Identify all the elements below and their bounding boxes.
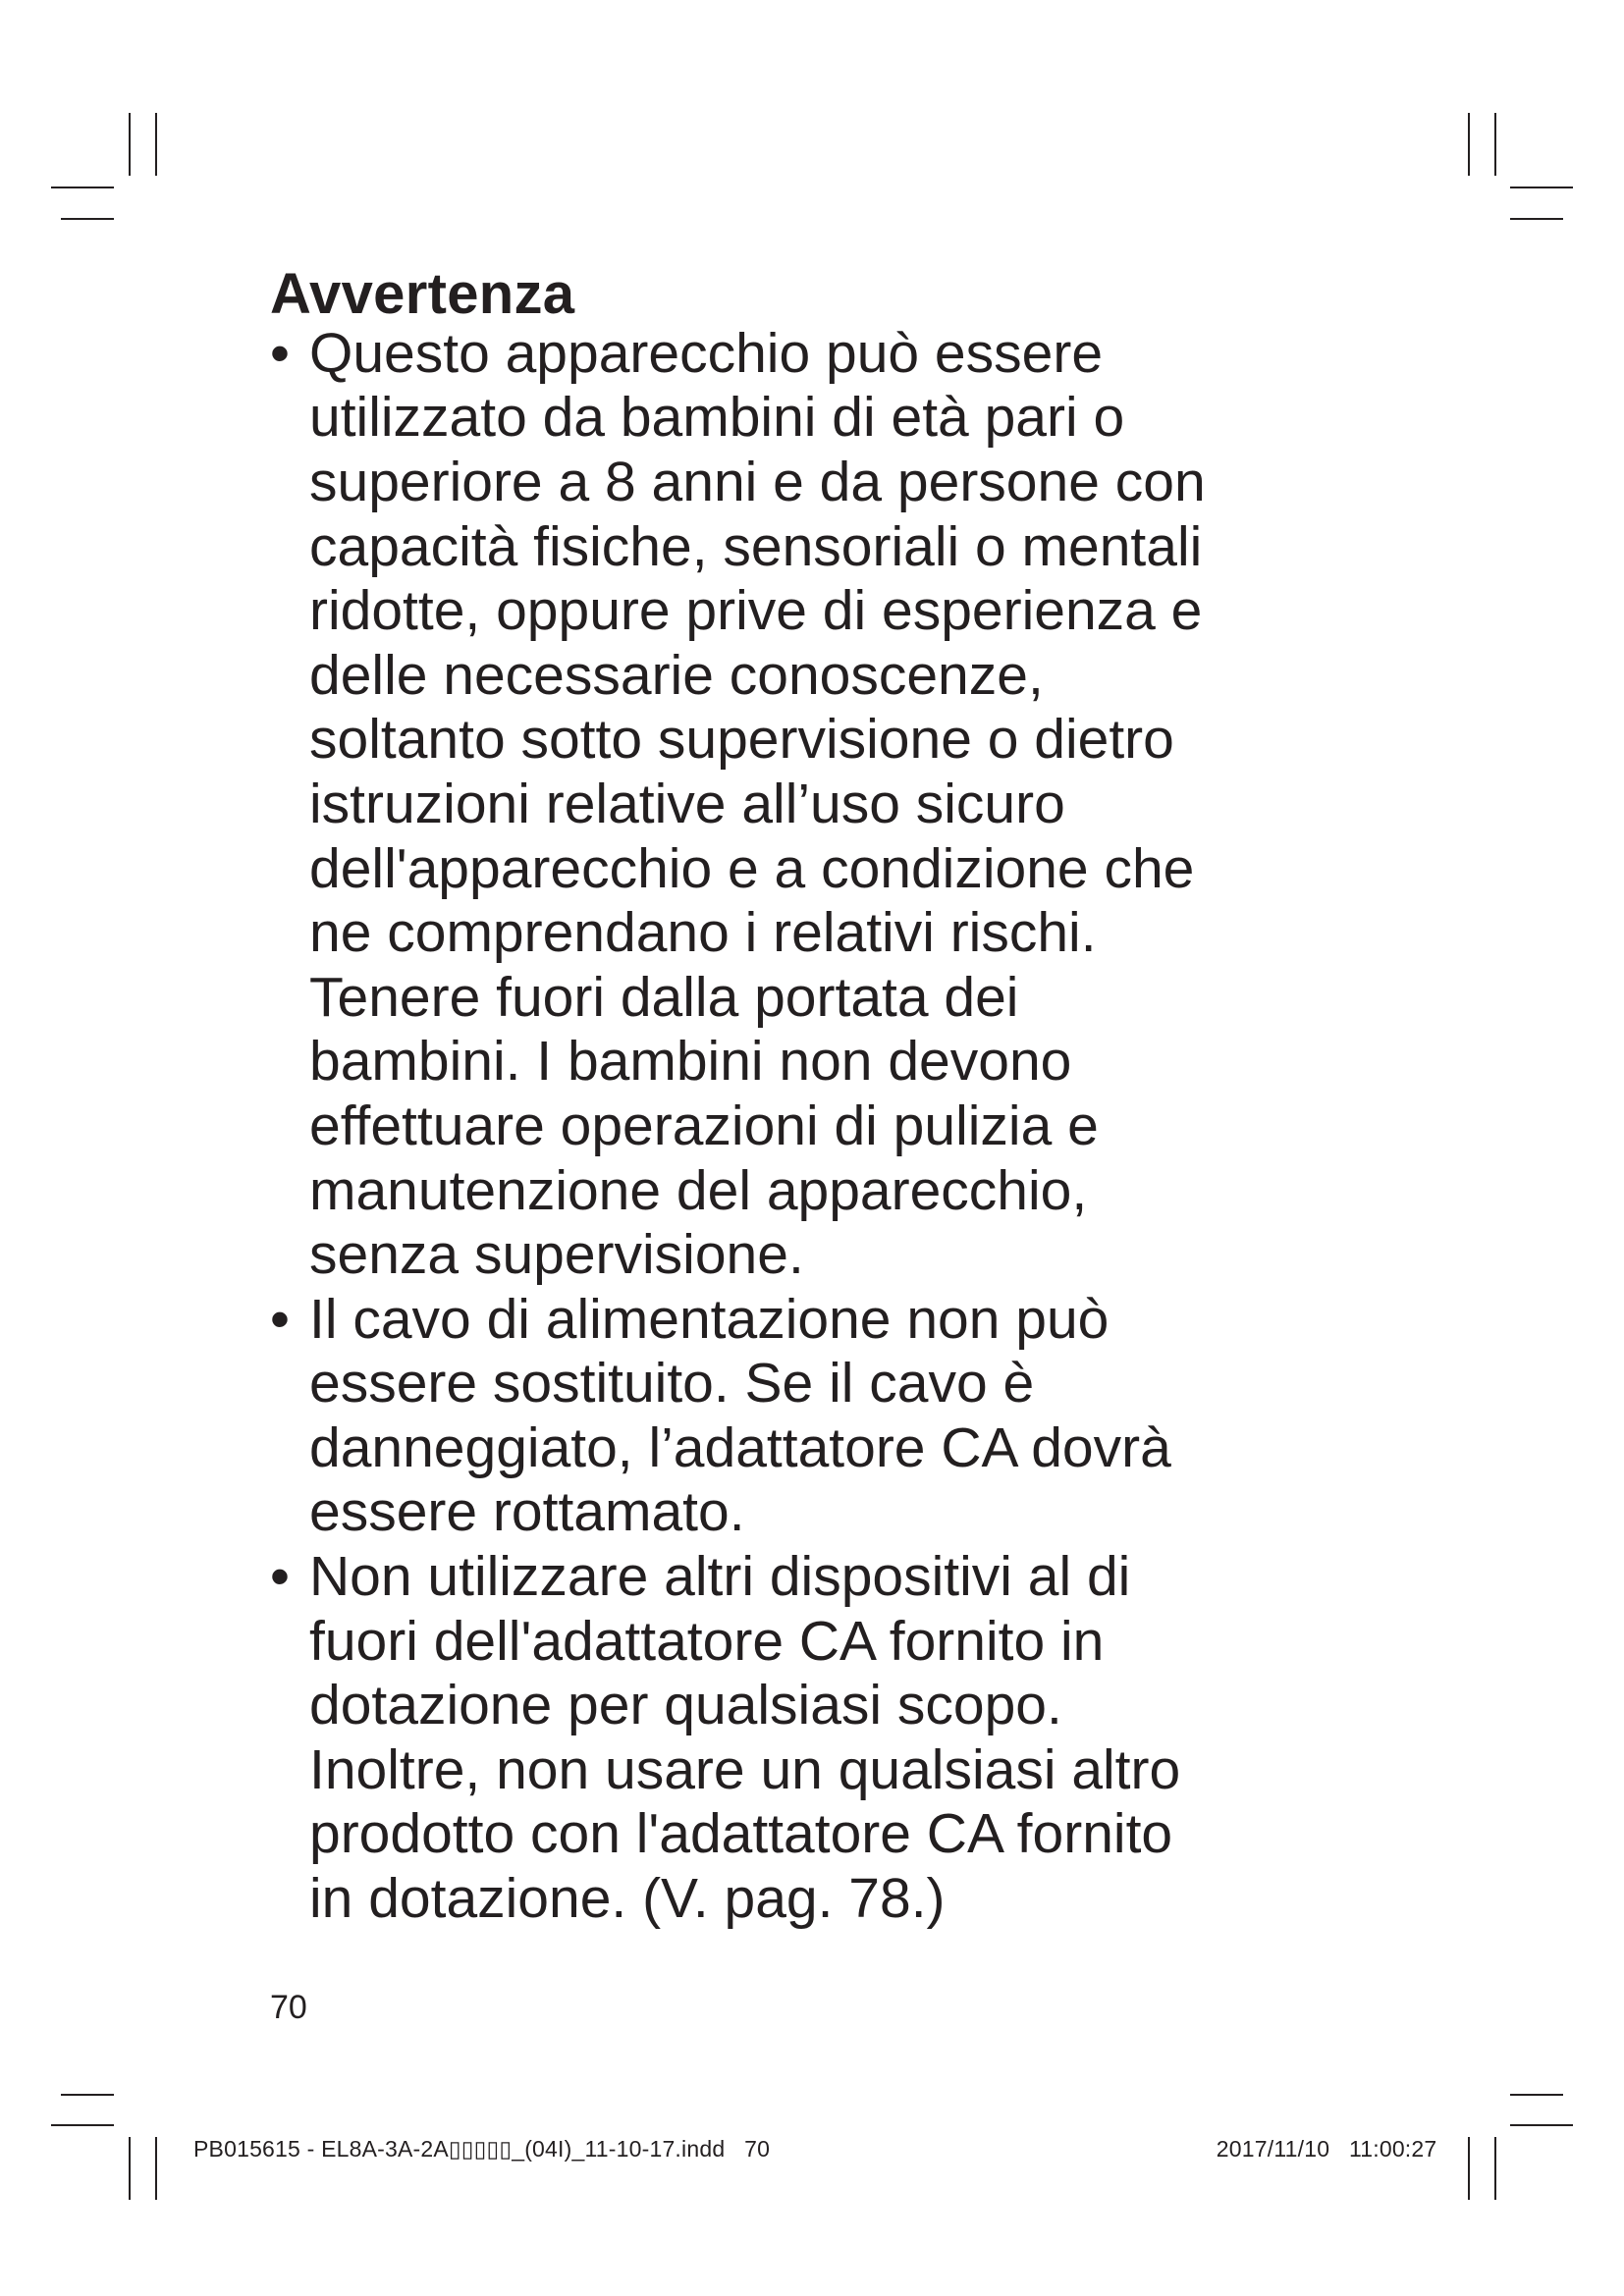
crop-mark-bottom-left-horizontal-2 bbox=[51, 2124, 114, 2126]
crop-mark-top-left-horizontal-2 bbox=[61, 218, 114, 220]
crop-mark-bottom-left-vertical bbox=[129, 2137, 131, 2200]
crop-mark-top-left-vertical bbox=[129, 113, 131, 176]
crop-mark-top-right-horizontal-2 bbox=[1510, 218, 1563, 220]
crop-mark-bottom-right-vertical-2 bbox=[1494, 2137, 1496, 2200]
crop-mark-top-left-vertical-2 bbox=[155, 113, 157, 176]
crop-mark-bottom-left-vertical-2 bbox=[155, 2137, 157, 2200]
list-item-text: Questo apparecchio può essere utilizzato da bambini di età pari o superiore a 8 anni e da persone con capacità fisiche, sensoriali o mentali ridotte, oppure prive di esperienza e delle necessarie conoscenze, soltanto sotto supervisione o dietro istruzioni relative all’uso sicuro dell'apparecchio e a condizione che ne comprendano i relativi rischi. Tenere fuori dalla portata dei bambini. I bambini non devono effettuare operazioni di pulizia e manutenzione del apparecchio, senza supervisione. bbox=[309, 321, 1206, 1287]
crop-mark-bottom-right-vertical bbox=[1468, 2137, 1470, 2200]
crop-mark-top-left-horizontal bbox=[51, 187, 114, 188]
bullet-icon: • bbox=[270, 1287, 290, 1351]
warning-list bbox=[270, 322, 1399, 1932]
list-item bbox=[270, 1545, 1399, 1932]
page-number: 70 bbox=[270, 1989, 307, 2026]
crop-mark-top-right-vertical-2 bbox=[1494, 113, 1496, 176]
list-item-text: Il cavo di alimentazione non può essere sostituito. Se il cavo è danneggiato, l’adattatore CA dovrà essere rottamato. bbox=[309, 1287, 1171, 1544]
list-item bbox=[270, 1288, 1399, 1545]
warning-section bbox=[270, 263, 1399, 1932]
bullet-icon: • bbox=[270, 1545, 290, 1609]
crop-mark-bottom-right-horizontal-2 bbox=[1510, 2124, 1573, 2126]
crop-mark-top-right-vertical bbox=[1468, 113, 1470, 176]
crop-mark-bottom-left-horizontal bbox=[61, 2094, 114, 2096]
list-item bbox=[270, 322, 1399, 1288]
crop-mark-top-right-horizontal bbox=[1510, 187, 1573, 188]
section-heading: Avvertenza bbox=[270, 262, 575, 326]
list-item-text: Non utilizzare altri dispositivi al di fuori dell'adattatore CA fornito in dotazione per qualsiasi scopo. Inoltre, non usare un qualsiasi altro prodotto con l'adattatore CA fornito in dotazione. (V. pag. 78.) bbox=[309, 1545, 1181, 1931]
bullet-icon: • bbox=[270, 321, 290, 385]
crop-mark-bottom-right-horizontal bbox=[1510, 2094, 1563, 2096]
print-slug: PB015615 - EL8A-3A-2A▯▯▯▯▯_(04I)_11-10-17.indd 70 2017/11/10 11:00:27 bbox=[193, 2136, 1437, 2162]
